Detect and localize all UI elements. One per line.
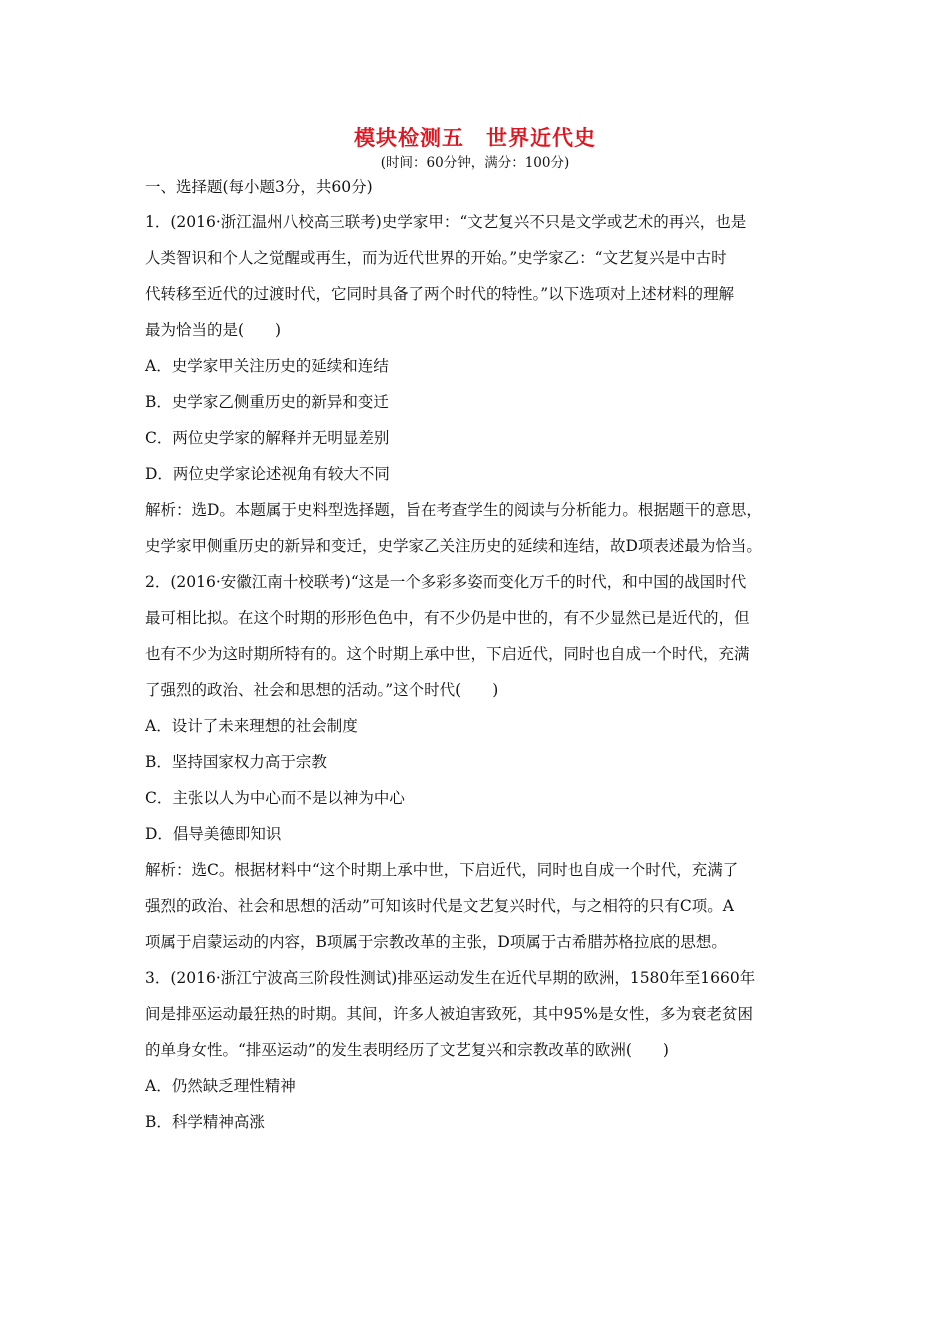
question-2 <box>145 564 815 960</box>
question-stem-line: 也有不少为这时期所特有的。这个时期上承中世，下启近代，同时也自成一个时代，充满 <box>145 645 750 663</box>
analysis-line: 史学家甲侧重历史的新异和变迁，史学家乙关注历史的延续和连结，故D项表述最为恰当。 <box>145 537 762 555</box>
option-d: D．两位史学家论述视角有较大不同 <box>145 465 390 483</box>
question-stem-line: 2．(2016·安徽江南十校联考)“这是一个多彩多姿而变化万千的时代，和中国的战国时代 <box>145 573 747 591</box>
analysis-line: 解析：选D。本题属于史料型选择题，旨在考查学生的阅读与分析能力。根据题干的意思， <box>145 501 762 519</box>
question-stem-line: 1．(2016·浙江温州八校高三联考)史学家甲：“文艺复兴不只是文学或艺术的再兴，也是 <box>145 213 747 231</box>
question-1 <box>145 204 815 564</box>
question-stem-line: 代转移至近代的过渡时代，它同时具备了两个时代的特性。”以下选项对上述材料的理解 <box>145 285 735 303</box>
option-d: D．倡导美德即知识 <box>145 825 282 843</box>
question-stem-line: 了强烈的政治、社会和思想的活动。”这个时代( ) <box>145 681 499 699</box>
question-stem-line: 3．(2016·浙江宁波高三阶段性测试)排巫运动发生在近代早期的欧洲，1580年至1660年 <box>145 969 756 987</box>
analysis-line: 强烈的政治、社会和思想的活动”可知该时代是文艺复兴时代，与之相符的只有C项。A <box>145 897 734 915</box>
question-stem-line: 人类智识和个人之觉醒或再生，而为近代世界的开始。”史学家乙：“文艺复兴是中古时 <box>145 249 727 267</box>
option-b: B．坚持国家权力高于宗教 <box>145 753 327 771</box>
analysis-line: 解析：选C。根据材料中“这个时期上承中世，下启近代，同时也自成一个时代，充满了 <box>145 861 739 879</box>
question-stem-line: 最可相比拟。在这个时期的形形色色中，有不少仍是中世的，有不少显然已是近代的，但 <box>145 609 750 627</box>
question-stem-line: 最为恰当的是( ) <box>145 321 282 339</box>
option-c: C．主张以人为中心而不是以神为中心 <box>145 789 405 807</box>
option-b: B．科学精神高涨 <box>145 1113 265 1131</box>
option-a: A．设计了未来理想的社会制度 <box>145 717 358 735</box>
option-a: A．史学家甲关注历史的延续和连结 <box>145 357 389 375</box>
section-heading: 一、选择题(每小题3分，共60分) <box>145 178 373 196</box>
page-title: 模块检测五 世界近代史 <box>354 125 596 150</box>
page-subtitle: (时间：60分钟，满分：100分) <box>380 155 570 171</box>
document-body <box>145 176 815 1140</box>
option-a: A．仍然缺乏理性精神 <box>145 1077 296 1095</box>
question-3 <box>145 960 815 1140</box>
option-c: C．两位史学家的解释并无明显差别 <box>145 429 390 447</box>
analysis-line: 项属于启蒙运动的内容，B项属于宗教改革的主张，D项属于古希腊苏格拉底的思想。 <box>145 933 727 951</box>
option-b: B．史学家乙侧重历史的新异和变迁 <box>145 393 389 411</box>
question-stem-line: 间是排巫运动最狂热的时期。其间，许多人被迫害致死，其中95%是女性，多为衰老贫困 <box>145 1005 753 1023</box>
question-stem-line: 的单身女性。“排巫运动”的发生表明经历了文艺复兴和宗教改革的欧洲( ) <box>145 1041 669 1059</box>
